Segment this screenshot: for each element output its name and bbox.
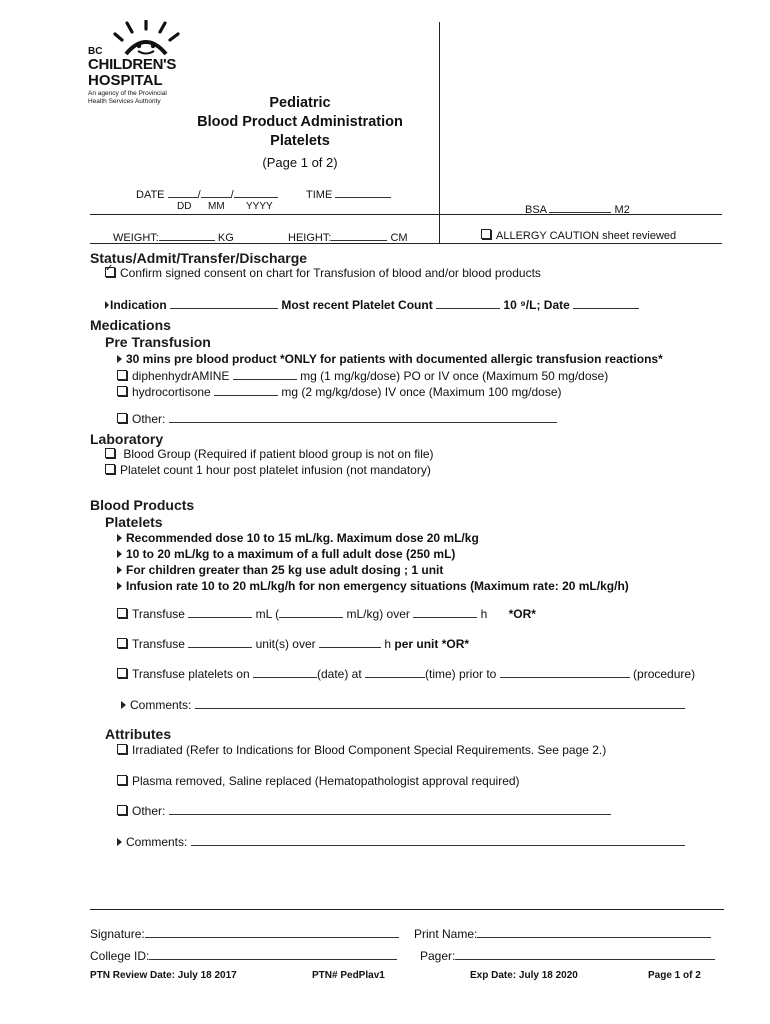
logo-line1: CHILDREN'S <box>88 56 177 73</box>
diphenhydramine-name: diphenhydrAMINE <box>132 369 230 383</box>
procedure-time-field[interactable] <box>365 666 425 678</box>
dose-note-row <box>117 531 479 545</box>
indication-row <box>105 297 639 312</box>
date-row: DATE / / <box>136 186 278 201</box>
bp-comments-label: Comments: <box>130 698 192 712</box>
time-prior-label: (time) prior to <box>425 667 497 681</box>
med-other-row[interactable] <box>117 411 557 426</box>
plasma-row[interactable] <box>117 774 520 788</box>
college-id-label: College ID: <box>90 949 150 963</box>
allergy-row[interactable] <box>481 229 676 242</box>
hydrocortisone-checkbox[interactable] <box>117 386 127 396</box>
indication-field[interactable] <box>170 297 278 309</box>
print-name-row <box>414 926 711 941</box>
arrow-icon <box>117 534 122 542</box>
college-id-row <box>90 948 397 963</box>
divider-1 <box>90 214 722 215</box>
transfuse-platelets-label: Transfuse platelets on <box>132 667 250 681</box>
transfuse-mlkg-field[interactable] <box>279 606 343 618</box>
height-label: HEIGHT: <box>288 232 332 244</box>
transfuse-procedure-row[interactable] <box>117 666 695 681</box>
plasma-label: Plasma removed, Saline replaced (Hematopathologist approval required) <box>132 774 520 788</box>
bsa-label: BSA <box>525 204 547 216</box>
platelet-count-label: Most recent Platelet Count <box>281 298 433 312</box>
dose-note-row <box>117 579 629 593</box>
transfuse-units-row[interactable] <box>117 636 469 651</box>
transfuse-label: Transfuse <box>132 607 185 621</box>
expiry-date: Exp Date: July 18 2020 <box>470 970 578 981</box>
irradiated-checkbox[interactable] <box>117 744 127 754</box>
arrow-icon <box>117 838 122 846</box>
med-other-field[interactable] <box>169 411 557 423</box>
height-row <box>288 229 408 244</box>
page-title-3: Platelets <box>270 133 330 149</box>
attr-other-row[interactable] <box>117 803 611 818</box>
transfuse-label: Transfuse <box>132 637 185 651</box>
weight-row <box>113 229 234 244</box>
bp-comments-row <box>121 697 685 712</box>
irradiated-label: Irradiated (Refer to Indications for Blood Component Special Requirements. See page 2.) <box>132 743 607 757</box>
procedure-field[interactable] <box>500 666 630 678</box>
bsa-field[interactable] <box>549 201 611 213</box>
pager-row <box>420 948 715 963</box>
hydrocortisone-dose: mg (2 mg/kg/dose) IV once (Maximum 100 mg/dose) <box>281 385 562 399</box>
divider-2 <box>90 243 722 244</box>
transfuse-procedure-checkbox[interactable] <box>117 668 127 678</box>
platelet-post-checkbox[interactable] <box>105 464 115 474</box>
transfuse-units-field[interactable] <box>188 636 252 648</box>
blood-group-checkbox[interactable] <box>105 448 115 458</box>
mm-label: MM <box>208 201 225 212</box>
blood-group-row[interactable] <box>105 447 434 461</box>
time-row <box>306 186 391 201</box>
print-name-field[interactable] <box>477 926 711 938</box>
blood-group-label: Blood Group (Required if patient blood group is not on file) <box>123 447 434 461</box>
hydrocortisone-row[interactable] <box>117 384 562 399</box>
pre-transfusion-heading: Pre Transfusion <box>105 334 211 350</box>
per-unit-label: per unit *OR* <box>394 637 470 651</box>
platelet-post-label: Platelet count 1 hour post platelet infusion (not mandatory) <box>120 463 431 477</box>
arrow-icon <box>117 566 122 574</box>
med-other-checkbox[interactable] <box>117 413 127 423</box>
bp-comments-field[interactable] <box>195 697 685 709</box>
transfuse-units-hours-field[interactable] <box>319 636 381 648</box>
print-name-label: Print Name: <box>414 927 478 941</box>
date-mm-field[interactable] <box>201 186 231 198</box>
allergy-label: ALLERGY CAUTION sheet reviewed <box>496 230 677 242</box>
medications-heading: Medications <box>90 317 171 333</box>
arrow-icon <box>117 582 122 590</box>
attr-comments-field[interactable] <box>191 834 685 846</box>
pager-field[interactable] <box>455 948 715 960</box>
arrow-icon <box>117 550 122 558</box>
pager-label: Pager: <box>420 949 456 963</box>
med-other-label: Other: <box>132 412 166 426</box>
page-title-1: Pediatric <box>269 95 331 111</box>
status-heading: Status/Admit/Transfer/Discharge <box>90 250 308 266</box>
date-yyyy-field[interactable] <box>234 186 278 198</box>
footer-page-number: Page 1 of 2 <box>648 970 701 981</box>
logo-bc: BC <box>88 46 103 57</box>
transfuse-ml-field[interactable] <box>188 606 252 618</box>
attr-comments-label: Comments: <box>126 835 188 849</box>
dose-note-row <box>117 563 443 577</box>
divider-3 <box>90 909 724 910</box>
attr-other-field[interactable] <box>169 803 611 815</box>
weight-field[interactable] <box>159 229 215 241</box>
platelet-count-field[interactable] <box>436 297 500 309</box>
attr-other-label: Other: <box>132 804 166 818</box>
units-over-label: unit(s) over <box>255 637 316 651</box>
attr-other-checkbox[interactable] <box>117 805 127 815</box>
laboratory-heading: Laboratory <box>90 431 164 447</box>
signature-label: Signature: <box>90 927 145 941</box>
ml-label: mL ( <box>255 607 280 621</box>
diphenhydramine-dose: mg (1 mg/kg/dose) PO or IV once (Maximum 50 mg/dose) <box>300 369 609 383</box>
logo-agency1: An agency of the Provincial <box>88 90 167 97</box>
plasma-checkbox[interactable] <box>117 775 127 785</box>
header-divider <box>439 22 440 244</box>
consent-row[interactable] <box>105 266 541 280</box>
premed-note-row <box>117 352 663 366</box>
procedure-date-field[interactable] <box>253 666 317 678</box>
review-date: PTN Review Date: July 18 2017 <box>90 970 237 981</box>
weight-label: WEIGHT: <box>113 232 159 244</box>
irradiated-row[interactable] <box>117 743 606 757</box>
date-dd-field[interactable] <box>168 186 198 198</box>
transfuse-ml-row[interactable] <box>117 606 536 621</box>
time-field[interactable] <box>335 186 391 198</box>
dose-note-1: Recommended dose 10 to 15 mL/kg. Maximum dose 20 mL/kg <box>126 531 479 545</box>
arrow-icon <box>117 355 122 363</box>
dose-note-3: For children greater than 25 kg use adult dosing ; 1 unit <box>126 563 444 577</box>
signature-row <box>90 926 399 941</box>
platelets-heading: Platelets <box>105 514 163 530</box>
page-number-header: (Page 1 of 2) <box>262 155 338 170</box>
height-field[interactable] <box>331 229 387 241</box>
transfuse-units-checkbox[interactable] <box>117 638 127 648</box>
ptn-number: PTN# PedPlav1 <box>312 970 385 981</box>
indication-label: Indication <box>110 298 167 312</box>
arrow-icon <box>105 301 109 309</box>
arrow-icon <box>121 701 126 709</box>
date-label: DATE <box>136 189 165 201</box>
premed-note: 30 mins pre blood product *ONLY for patients with documented allergic transfusion reactions* <box>126 352 663 366</box>
dd-label: DD <box>177 201 192 212</box>
page-title-2: Blood Product Administration <box>197 114 403 130</box>
consent-checkbox[interactable] <box>105 267 115 277</box>
attributes-heading: Attributes <box>105 726 172 742</box>
time-label: TIME <box>306 189 333 201</box>
date-at-label: (date) at <box>316 667 362 681</box>
hydrocortisone-name: hydrocortisone <box>132 385 211 399</box>
hydrocortisone-dose-field[interactable] <box>214 384 278 396</box>
bsa-unit: M2 <box>614 204 630 216</box>
transfuse-hours-field[interactable] <box>413 606 477 618</box>
diphenhydramine-row[interactable] <box>117 368 608 383</box>
blood-products-heading: Blood Products <box>90 497 195 513</box>
dose-note-2: 10 to 20 mL/kg to a maximum of a full adult dose (250 mL) <box>126 547 456 561</box>
procedure-label: (procedure) <box>633 667 696 681</box>
signature-field[interactable] <box>145 926 399 938</box>
hours-label: h <box>480 607 488 621</box>
attr-comments-row <box>117 834 685 849</box>
diphenhydramine-dose-field[interactable] <box>233 368 297 380</box>
or-label: *OR* <box>508 607 536 621</box>
hours-label: h <box>384 637 392 651</box>
mlkg-over-label: mL/kg) over <box>346 607 410 621</box>
yyyy-label: YYYY <box>246 201 273 212</box>
logo-agency2: Health Services Authority <box>88 98 161 105</box>
transfuse-ml-checkbox[interactable] <box>117 608 127 618</box>
logo-line2: HOSPITAL <box>88 72 163 89</box>
dose-note-4: Infusion rate 10 to 20 mL/kg/h for non emergency situations (Maximum rate: 20 mL/kg/h) <box>126 579 629 593</box>
platelet-units-label: 10 ⁹/L; Date <box>503 298 570 312</box>
college-id-field[interactable] <box>149 948 397 960</box>
platelet-date-field[interactable] <box>573 297 639 309</box>
diphenhydramine-checkbox[interactable] <box>117 370 127 380</box>
sun-icon <box>112 20 192 60</box>
height-unit: CM <box>390 232 408 244</box>
allergy-checkbox[interactable] <box>481 229 491 239</box>
weight-unit: KG <box>217 232 234 244</box>
dose-note-row <box>117 547 455 561</box>
consent-label: Confirm signed consent on chart for Transfusion of blood and/or blood products <box>120 266 541 280</box>
platelet-post-row[interactable] <box>105 463 431 477</box>
